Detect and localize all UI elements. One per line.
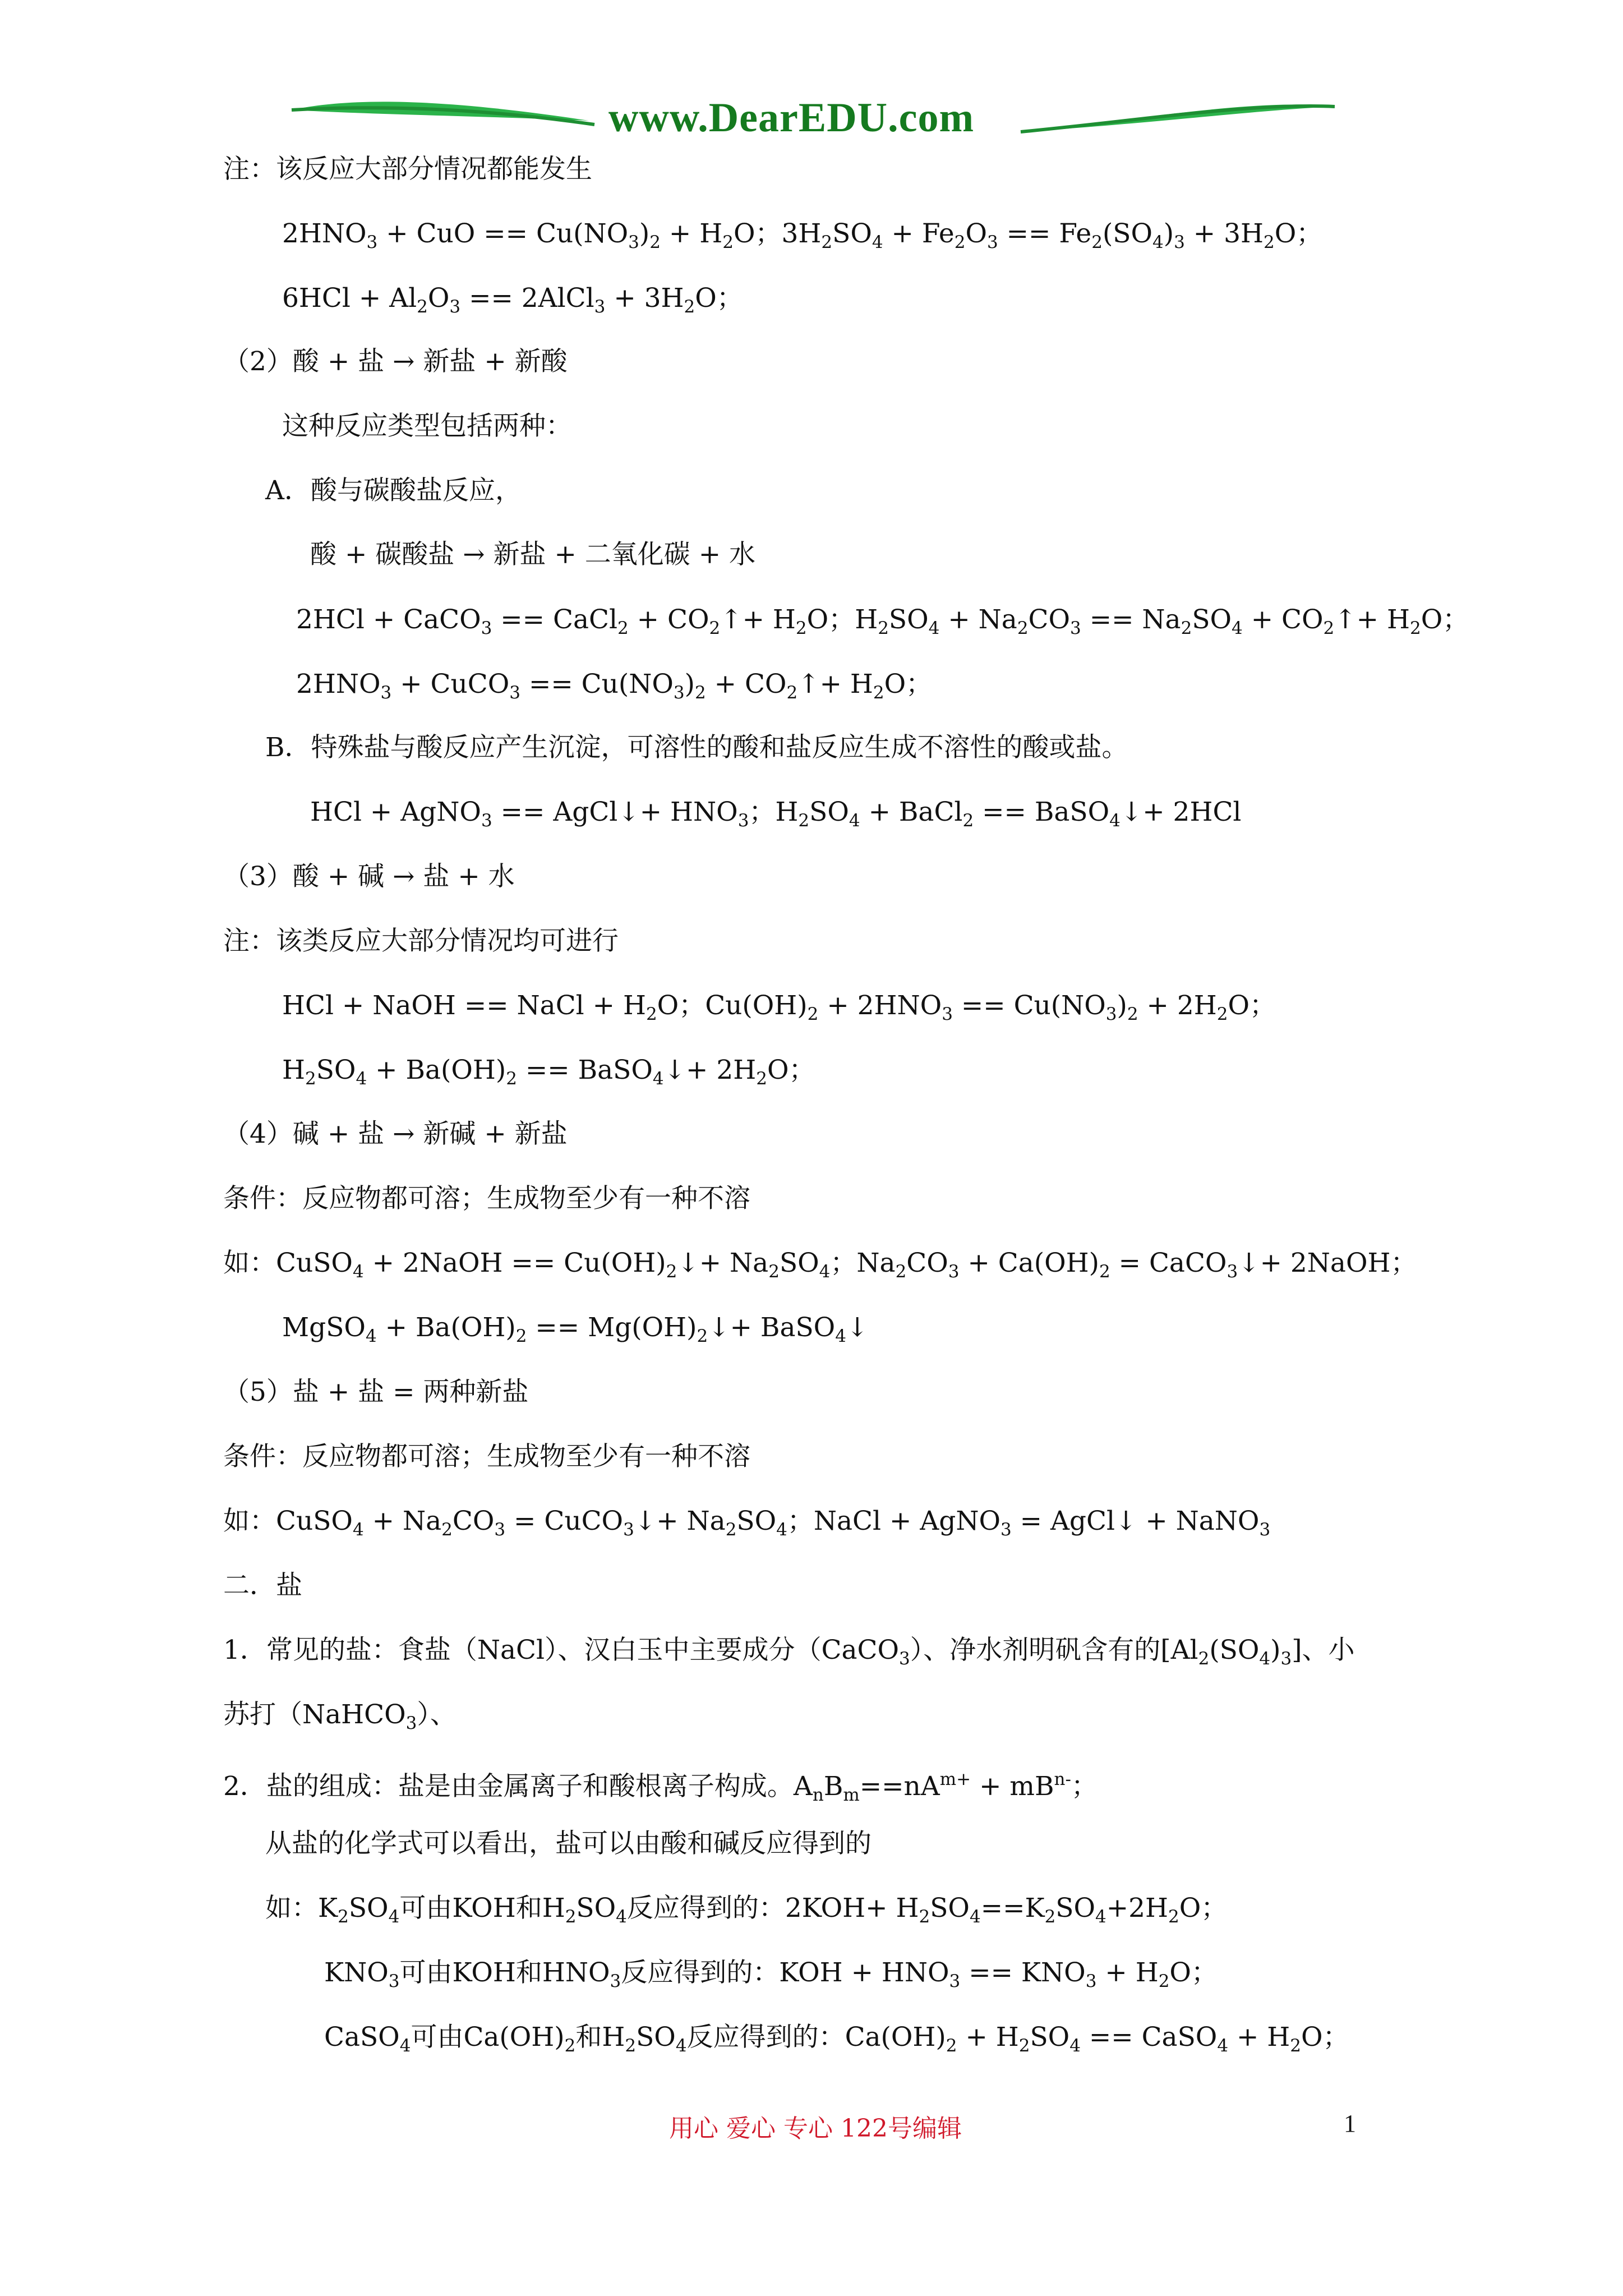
text-line: 条件：反应物都可溶；生成物至少有一种不溶 (223, 1183, 750, 1214)
text-line: $KNO_3$可由KOH和$HNO_3$反应得到的：KOH + $HNO_3 == KNO_3 + H_2O$； (324, 1957, 1218, 1991)
text-line: （5）盐 + 盐 = 两种新盐 (223, 1377, 529, 1407)
text-line: $6HCl + Al_2O_3$ == 2AlCl$_3$ + $3H_2O$； (282, 283, 743, 317)
text-line: $H_2SO_4 + Ba(OH)_2$ == BaSO$_4$↓+ $2H_2O$； (282, 1055, 815, 1089)
text-line: $2HNO_3$ + CuO == $Cu(NO_3)_2 + H_2O$；$3H_2SO_4 + Fe_2O_3 == Fe_2(SO_4)_3 + 3H_2O$； (282, 218, 1323, 252)
text-line: 二．盐 (223, 1570, 302, 1601)
text-line: 如：CuSO$_4$ + $Na_2CO_3$ = CuCO$_3$↓+ $Na_2SO_4$；NaCl + AgNO$_3$ = AgCl↓ + NaNO$_3$ (223, 1506, 1271, 1540)
text-line: 注：该类反应大部分情况均可进行 (223, 926, 619, 956)
text-line: 如：$K_2SO_4$可由KOH和$H_2SO_4$反应得到的：$2KOH+ H_2SO_4==K_2SO_4+2H_2O$； (265, 1893, 1228, 1927)
text-line: $2HNO_3$ + CuCO$_3$ == $Cu(NO_3)_2$ + $CO_2↑+ H_2O$； (296, 669, 933, 703)
text-line: 酸 + 碳酸盐 → 新盐 + 二氧化碳 + 水 (310, 539, 756, 570)
text-line: 从盐的化学式可以看出，盐可以由酸和碱反应得到的 (265, 1828, 872, 1859)
text-line: MgSO$_4$ + $Ba(OH)_2$ == $Mg(OH)_2↓+$ BaSO$_4$↓ (282, 1312, 869, 1346)
text-line: A．酸与碳酸盐反应， (265, 475, 522, 506)
text-line: （2）酸 + 盐 → 新盐 + 新酸 (223, 346, 568, 377)
footer-editor-note: 用心 爱心 专心 122号编辑 (669, 2114, 962, 2143)
text-line: 2HCl + CaCO$_3$ == CaCl$_2$ + $CO_2↑+ H_2O$；$H_2SO_4 + Na_2CO_3 == Na_2SO_4$ + $CO_2↑+ H_2O$； (296, 604, 1469, 638)
page-number: 1 (1344, 2110, 1356, 2137)
text-line: CaSO$_4$可由$Ca(OH)_2$和$H_2SO_4$反应得到的：$Ca(OH)_2 + H_2SO_4$ == CaSO$_4$ + $H_2O$； (324, 2022, 1349, 2056)
text-line: HCl + NaOH == NaCl + $H_2O$；$Cu(OH)_2 + 2HNO_3 == Cu(NO_3)_2 + 2H_2O$； (282, 990, 1276, 1024)
text-line: HCl + AgNO$_3$ == AgCl↓+ $HNO_3$；$H_2SO_4$ + BaCl$_2$ == BaSO$_4$↓+ 2HCl (310, 797, 1242, 831)
text-line: B．特殊盐与酸反应产生沉淀，可溶性的酸和盐反应生成不溶性的酸或盐。 (265, 732, 1128, 763)
text-line: 这种反应类型包括两种： (282, 411, 572, 441)
text-line: （3）酸 + 碱 → 盐 + 水 (223, 861, 515, 892)
text-line: 苏打（NaHCO$_3$）、 (223, 1699, 457, 1733)
site-title: www.DearEDU.com (608, 95, 975, 141)
text-line: 条件：反应物都可溶；生成物至少有一种不溶 (223, 1441, 750, 1472)
text-line: 2．盐的组成：盐是由金属离子和酸根离子构成。$A_nB_m==nA^{m+} + mB^{n-}$； (223, 1769, 1098, 1805)
text-line: （4）碱 + 盐 → 新碱 + 新盐 (223, 1119, 568, 1149)
text-line: 1．常见的盐：食盐（NaCl）、汉白玉中主要成分（CaCO$_3$）、净水剂明矾含有的$[Al_2(SO_4)_3]$、小 (223, 1635, 1355, 1669)
text-line: 注：该反应大部分情况都能发生 (223, 154, 592, 185)
text-line: 如：CuSO$_4$ + 2NaOH == $Cu(OH)_2↓+ Na_2SO_4$；$Na_2CO_3 + Ca(OH)_2$ = CaCO$_3$↓+ 2NaOH； (223, 1248, 1417, 1282)
